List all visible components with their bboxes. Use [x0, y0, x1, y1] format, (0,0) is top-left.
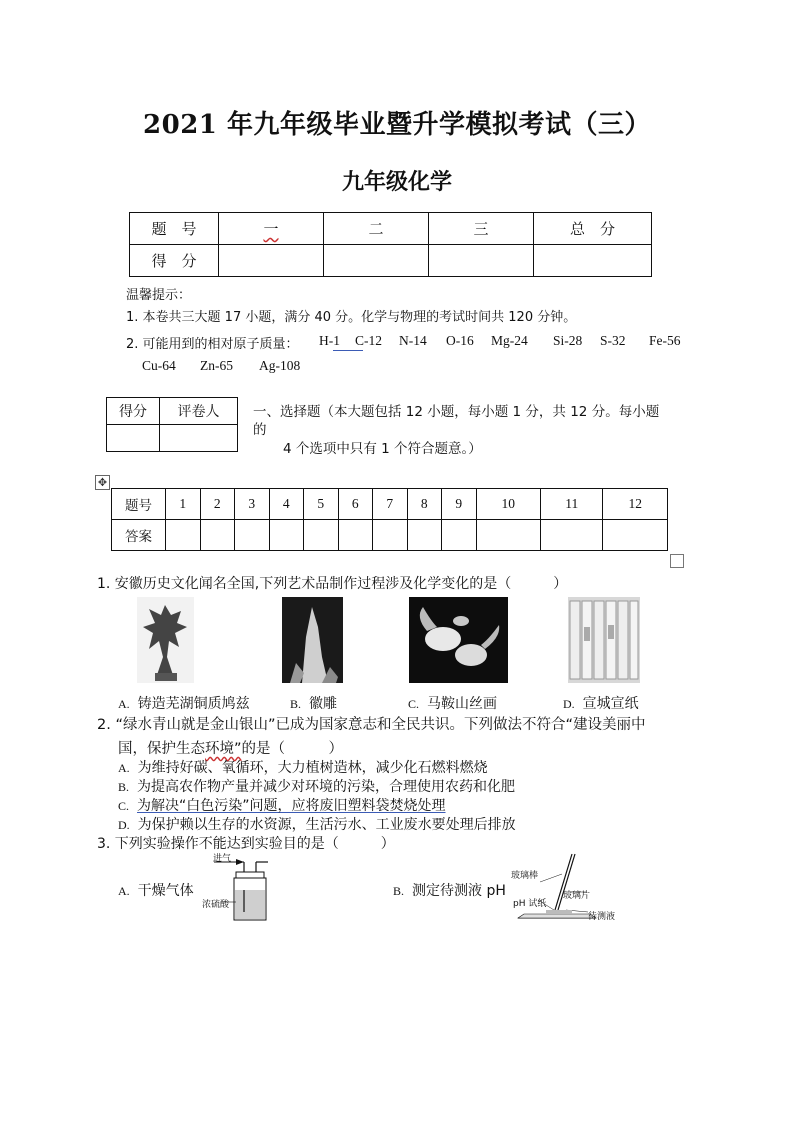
page-subtitle: 九年级化学: [341, 170, 452, 195]
question-number: 4: [269, 489, 304, 520]
answer-cell: [476, 520, 541, 551]
answer-cell: [442, 520, 477, 551]
tips-line-1: 1. 本卷共三大题 17 小题，满分 40 分。化学与物理的考试时间共 120 分钟。: [126, 310, 577, 325]
answer-cell: [200, 520, 235, 551]
atomic-mass-Si: Si-28: [553, 333, 583, 348]
table-move-handle-icon[interactable]: ✥: [95, 475, 110, 490]
atomic-mass-Fe: Fe-56: [649, 333, 681, 348]
question-2-option-b: B. 为提高农作物产量并减少对环境的污染，合理使用农药和化肥: [118, 779, 516, 795]
answer-table: [111, 488, 668, 551]
atomic-mass-H: H-1: [319, 333, 340, 348]
section1-intro-line3: 4 个选项中只有 1 个符合题意。）: [283, 441, 482, 457]
carving-image: [282, 597, 343, 683]
answer-cell: [338, 520, 373, 551]
label-glass-plate: 玻璃片: [563, 891, 591, 901]
atomic-mass-C: C-12: [355, 333, 382, 348]
silk-painting-image: [409, 597, 508, 683]
section1-intro-line2: 的: [253, 422, 267, 438]
grader-name-header: 评卷人: [160, 398, 238, 425]
atomic-mass-Mg: Mg-24: [491, 333, 528, 348]
question-3-stem: 3. 下列实验操作不能达到实验目的是（ ）: [97, 836, 395, 852]
score-header-part2: 二: [324, 213, 429, 245]
atomic-mass-S: S-32: [600, 333, 626, 348]
atomic-mass-O: O-16: [446, 333, 474, 348]
question-3-option-a: A. 干燥气体: [118, 883, 194, 899]
bronze-sculpture-image: [137, 597, 194, 683]
answer-cell: [603, 520, 668, 551]
question-2-option-d: D. 为保护赖以生存的水资源，生活污水、工业废水要处理后排放: [118, 817, 516, 833]
question-1-option-c: C. 马鞍山丝画: [408, 696, 498, 712]
gas-drying-bottle-diagram: [200, 850, 270, 922]
grader-score-cell: [107, 425, 160, 452]
question-number: 12: [603, 489, 668, 520]
question-number: 5: [304, 489, 339, 520]
question-number: 1: [166, 489, 201, 520]
label-glass-rod: 玻璃棒: [511, 871, 539, 881]
answer-cell: [235, 520, 270, 551]
score-table: [129, 212, 652, 277]
answer-cell: [304, 520, 339, 551]
section1-intro-line1: 一、选择题（本大题包括 12 小题，每小题 1 分，共 12 分。每小题: [253, 404, 660, 420]
grader-table: [106, 397, 238, 452]
table-resize-handle-icon[interactable]: [670, 554, 684, 568]
answer-table-number-label: 题号: [112, 489, 166, 520]
question-number: 7: [373, 489, 408, 520]
answer-cell: [166, 520, 201, 551]
answer-cell: [541, 520, 603, 551]
question-2-stem-line2: 国，保护生态环境”的是（ ）: [118, 741, 344, 757]
question-1-stem: 1. 安徽历史文化闻名全国,下列艺术品制作过程涉及化学变化的是（ ）: [97, 576, 568, 592]
question-number: 2: [200, 489, 235, 520]
question-1-option-a: A. 铸造芜湖铜质鸠兹: [118, 696, 250, 712]
grader-score-header: 得分: [107, 398, 160, 425]
question-2-stem-line1: 2. “绿水青山就是金山银山”已成为国家意志和全民共识。下列做法不符合“建设美丽中: [97, 717, 646, 733]
blue-underline-mark: [333, 349, 363, 351]
grader-name-cell: [160, 425, 238, 452]
label-ph-paper: pH 试纸: [513, 899, 547, 909]
score-header-part1: 一: [219, 213, 324, 245]
question-number: 10: [476, 489, 541, 520]
score-cell: [534, 245, 652, 277]
label-gas-inlet: 进气: [213, 854, 232, 864]
score-cell: [219, 245, 324, 277]
score-row-label: 得 分: [130, 245, 219, 277]
atomic-mass-N: N-14: [399, 333, 427, 348]
xuan-paper-image: [568, 597, 640, 683]
answer-cell: [407, 520, 442, 551]
question-2-option-a: A. 为维持好碳、氧循环，大力植树造林，减少化石燃料燃烧: [118, 760, 488, 776]
atomic-mass-Cu: Cu-64: [142, 358, 176, 373]
score-cell: [429, 245, 534, 277]
question-number: 3: [235, 489, 270, 520]
question-2-option-c: C. 为解决“白色污染”问题，应将废旧塑料袋焚烧处理: [118, 798, 446, 814]
score-header-part3: 三: [429, 213, 534, 245]
question-number: 9: [442, 489, 477, 520]
score-header-total: 总 分: [534, 213, 652, 245]
question-number: 8: [407, 489, 442, 520]
score-header-label: 题 号: [130, 213, 219, 245]
atomic-mass-Zn: Zn-65: [200, 358, 233, 373]
score-cell: [324, 245, 429, 277]
label-test-liquid: 待测液: [588, 912, 616, 922]
atomic-mass-Ag: Ag-108: [259, 358, 301, 373]
question-number: 11: [541, 489, 603, 520]
label-concentrated-sulfuric-acid: 浓硫酸: [202, 900, 230, 910]
answer-cell: [269, 520, 304, 551]
tips-heading: 温馨提示：: [126, 288, 192, 303]
question-1-option-d: D. 宣城宣纸: [563, 696, 639, 712]
answer-cell: [373, 520, 408, 551]
page-title: 2021 年九年级毕业暨升学模拟考试（三）: [143, 110, 651, 140]
question-1-option-b: B. 徽雕: [290, 696, 338, 712]
question-number: 6: [338, 489, 373, 520]
tips-line-2-prefix: 2. 可能用到的相对原子质量：: [126, 337, 299, 352]
answer-table-answer-label: 答案: [112, 520, 166, 551]
question-3-option-b: B. 测定待测液 pH: [393, 883, 506, 899]
